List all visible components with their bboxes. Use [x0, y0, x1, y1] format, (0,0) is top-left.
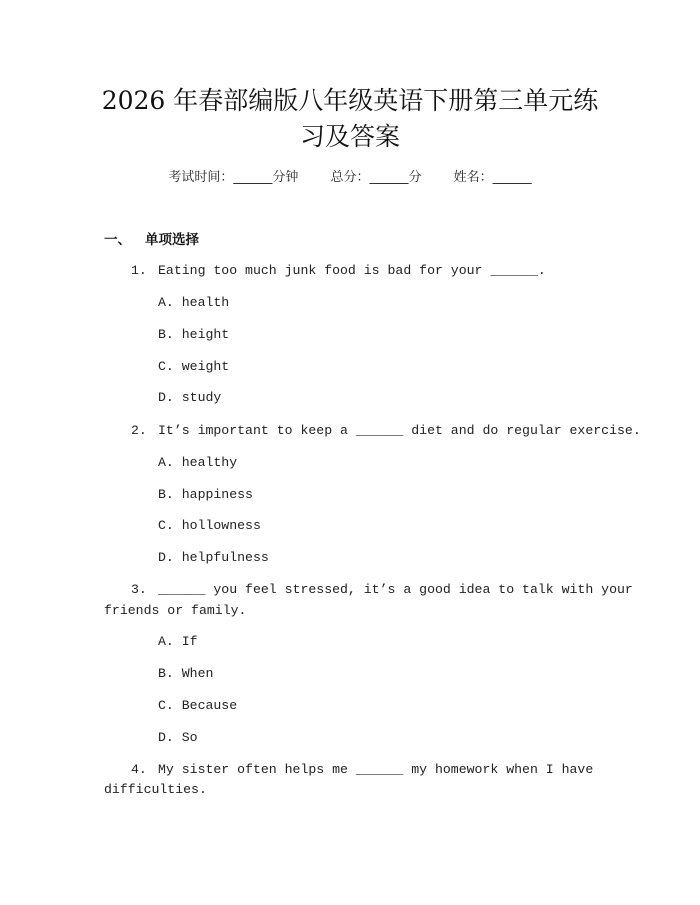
option-3c: C. Because — [158, 698, 238, 713]
question-number: 2. — [131, 423, 147, 438]
question-1 — [131, 261, 546, 281]
section-number: 一、 — [104, 232, 131, 248]
exam-time: 考试时间：______分钟 — [168, 170, 299, 185]
option-3d: D. So — [158, 730, 198, 745]
question-3-continuation: friends or family. — [104, 603, 247, 618]
exam-name: 姓名：______ — [453, 170, 532, 185]
option-2a: A. healthy — [158, 455, 238, 470]
question-2 — [131, 421, 641, 441]
question-number: 3. — [131, 582, 147, 597]
question-4 — [131, 760, 593, 780]
page-title-line-1: 2026 年春部编版八年级英语下册第三单元练 — [101, 86, 599, 115]
option-1d: D. study — [158, 390, 222, 405]
option-1b: B. height — [158, 327, 230, 342]
option-1c: C. weight — [158, 359, 230, 374]
option-2c: C. hollowness — [158, 518, 261, 533]
exam-score: 总分：______分 — [330, 170, 422, 185]
section-heading — [104, 230, 199, 250]
question-text: ______ you feel stressed, it’s a good idea to talk with your — [158, 582, 633, 597]
section-title: 单项选择 — [145, 232, 199, 248]
question-text: It’s important to keep a ______ diet and do regular exercise. — [158, 423, 641, 438]
question-3 — [131, 580, 633, 600]
option-1a: A. health — [158, 295, 230, 310]
question-text: My sister often helps me ______ my homework when I have — [158, 762, 594, 777]
question-number: 4. — [131, 762, 147, 777]
page-title-line-2: 习及答案 — [299, 122, 400, 151]
exam-meta — [0, 168, 700, 188]
question-number: 1. — [131, 263, 147, 278]
option-3b: B. When — [158, 666, 214, 681]
option-3a: A. If — [158, 634, 198, 649]
question-4-continuation: difficulties. — [104, 782, 207, 797]
option-2b: B. happiness — [158, 487, 253, 502]
option-2d: D. helpfulness — [158, 550, 269, 565]
question-text: Eating too much junk food is bad for your ______. — [158, 263, 546, 278]
